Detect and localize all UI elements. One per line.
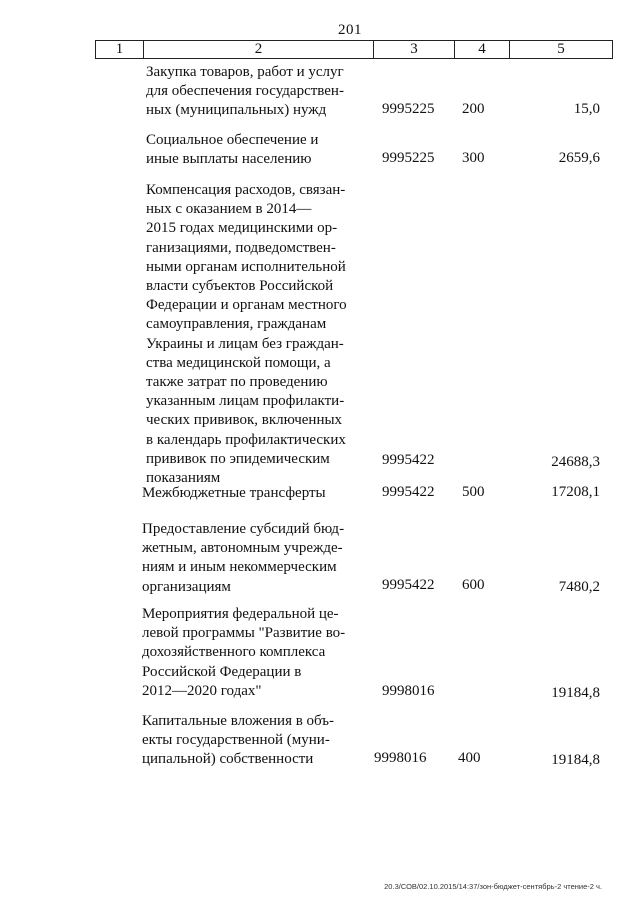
row-type: 400 [458,750,481,766]
row-code: 9998016 [382,683,435,699]
row-code: 9998016 [374,750,427,766]
page-number: 201 [338,22,362,38]
header-cell: 4 [455,41,510,58]
row-amount: 15,0 [573,101,600,117]
row-description: Социальное обеспечение и иные выплаты населению [146,132,319,168]
row-description: Предоставление субсидий бюд- жетным, автономным учрежде- ниям и иным некоммерческим организациям [142,521,345,595]
row-type: 300 [462,150,485,166]
header-cell: 2 [144,41,374,58]
row-description: Капитальные вложения в объ- екты государственной (муни- ципальной) собственности [142,713,335,768]
row-type: 500 [462,484,485,500]
row-amount: 19184,8 [551,752,600,768]
row-amount: 7480,2 [558,579,600,595]
row-amount: 19184,8 [551,685,600,701]
row-code: 9995422 [382,577,435,593]
row-description: Межбюджетные трансферты [142,485,326,501]
header-cell: 1 [96,41,144,58]
row-description: Мероприятия федеральной це- левой программы "Развитие во- дохозяйственного комплекса Российской Федерации в 2012—2020 годах" [142,606,346,699]
row-amount: 17208,1 [551,484,600,500]
row-code: 9995225 [382,101,435,117]
row-amount: 2659,6 [558,150,600,166]
row-amount: 24688,3 [551,454,600,470]
row-code: 9995422 [382,452,435,468]
header-cell: 3 [374,41,455,58]
row-description: Компенсация расходов, связан- ных с оказанием в 2014— 2015 годах медицинскими ор- ганизациями, подведомствен- ными органам исполнительной власти субъектов Российской Федерации и органам местного самоуправления, гражданам Украины и лицам без граждан- ства медицинской помощи, а также затрат по проведению указанным лицам профилакти- ческих прививок, включенных в календарь профилактических прививок по эпидемическим показаниям [146,182,347,487]
header-cell: 5 [557,41,565,57]
document-footer: 20.3/СОВ/02.10.2015/14:37/зон-бюджет-сентябрь-2 чтение-2 ч. [384,882,602,891]
row-code: 9995225 [382,150,435,166]
row-type: 600 [462,577,485,593]
row-code: 9995422 [382,484,435,500]
row-type: 200 [462,101,485,117]
row-description: Закупка товаров, работ и услуг для обеспечения государствен- ных (муниципальных) нужд [146,64,344,119]
table-header [95,40,613,59]
